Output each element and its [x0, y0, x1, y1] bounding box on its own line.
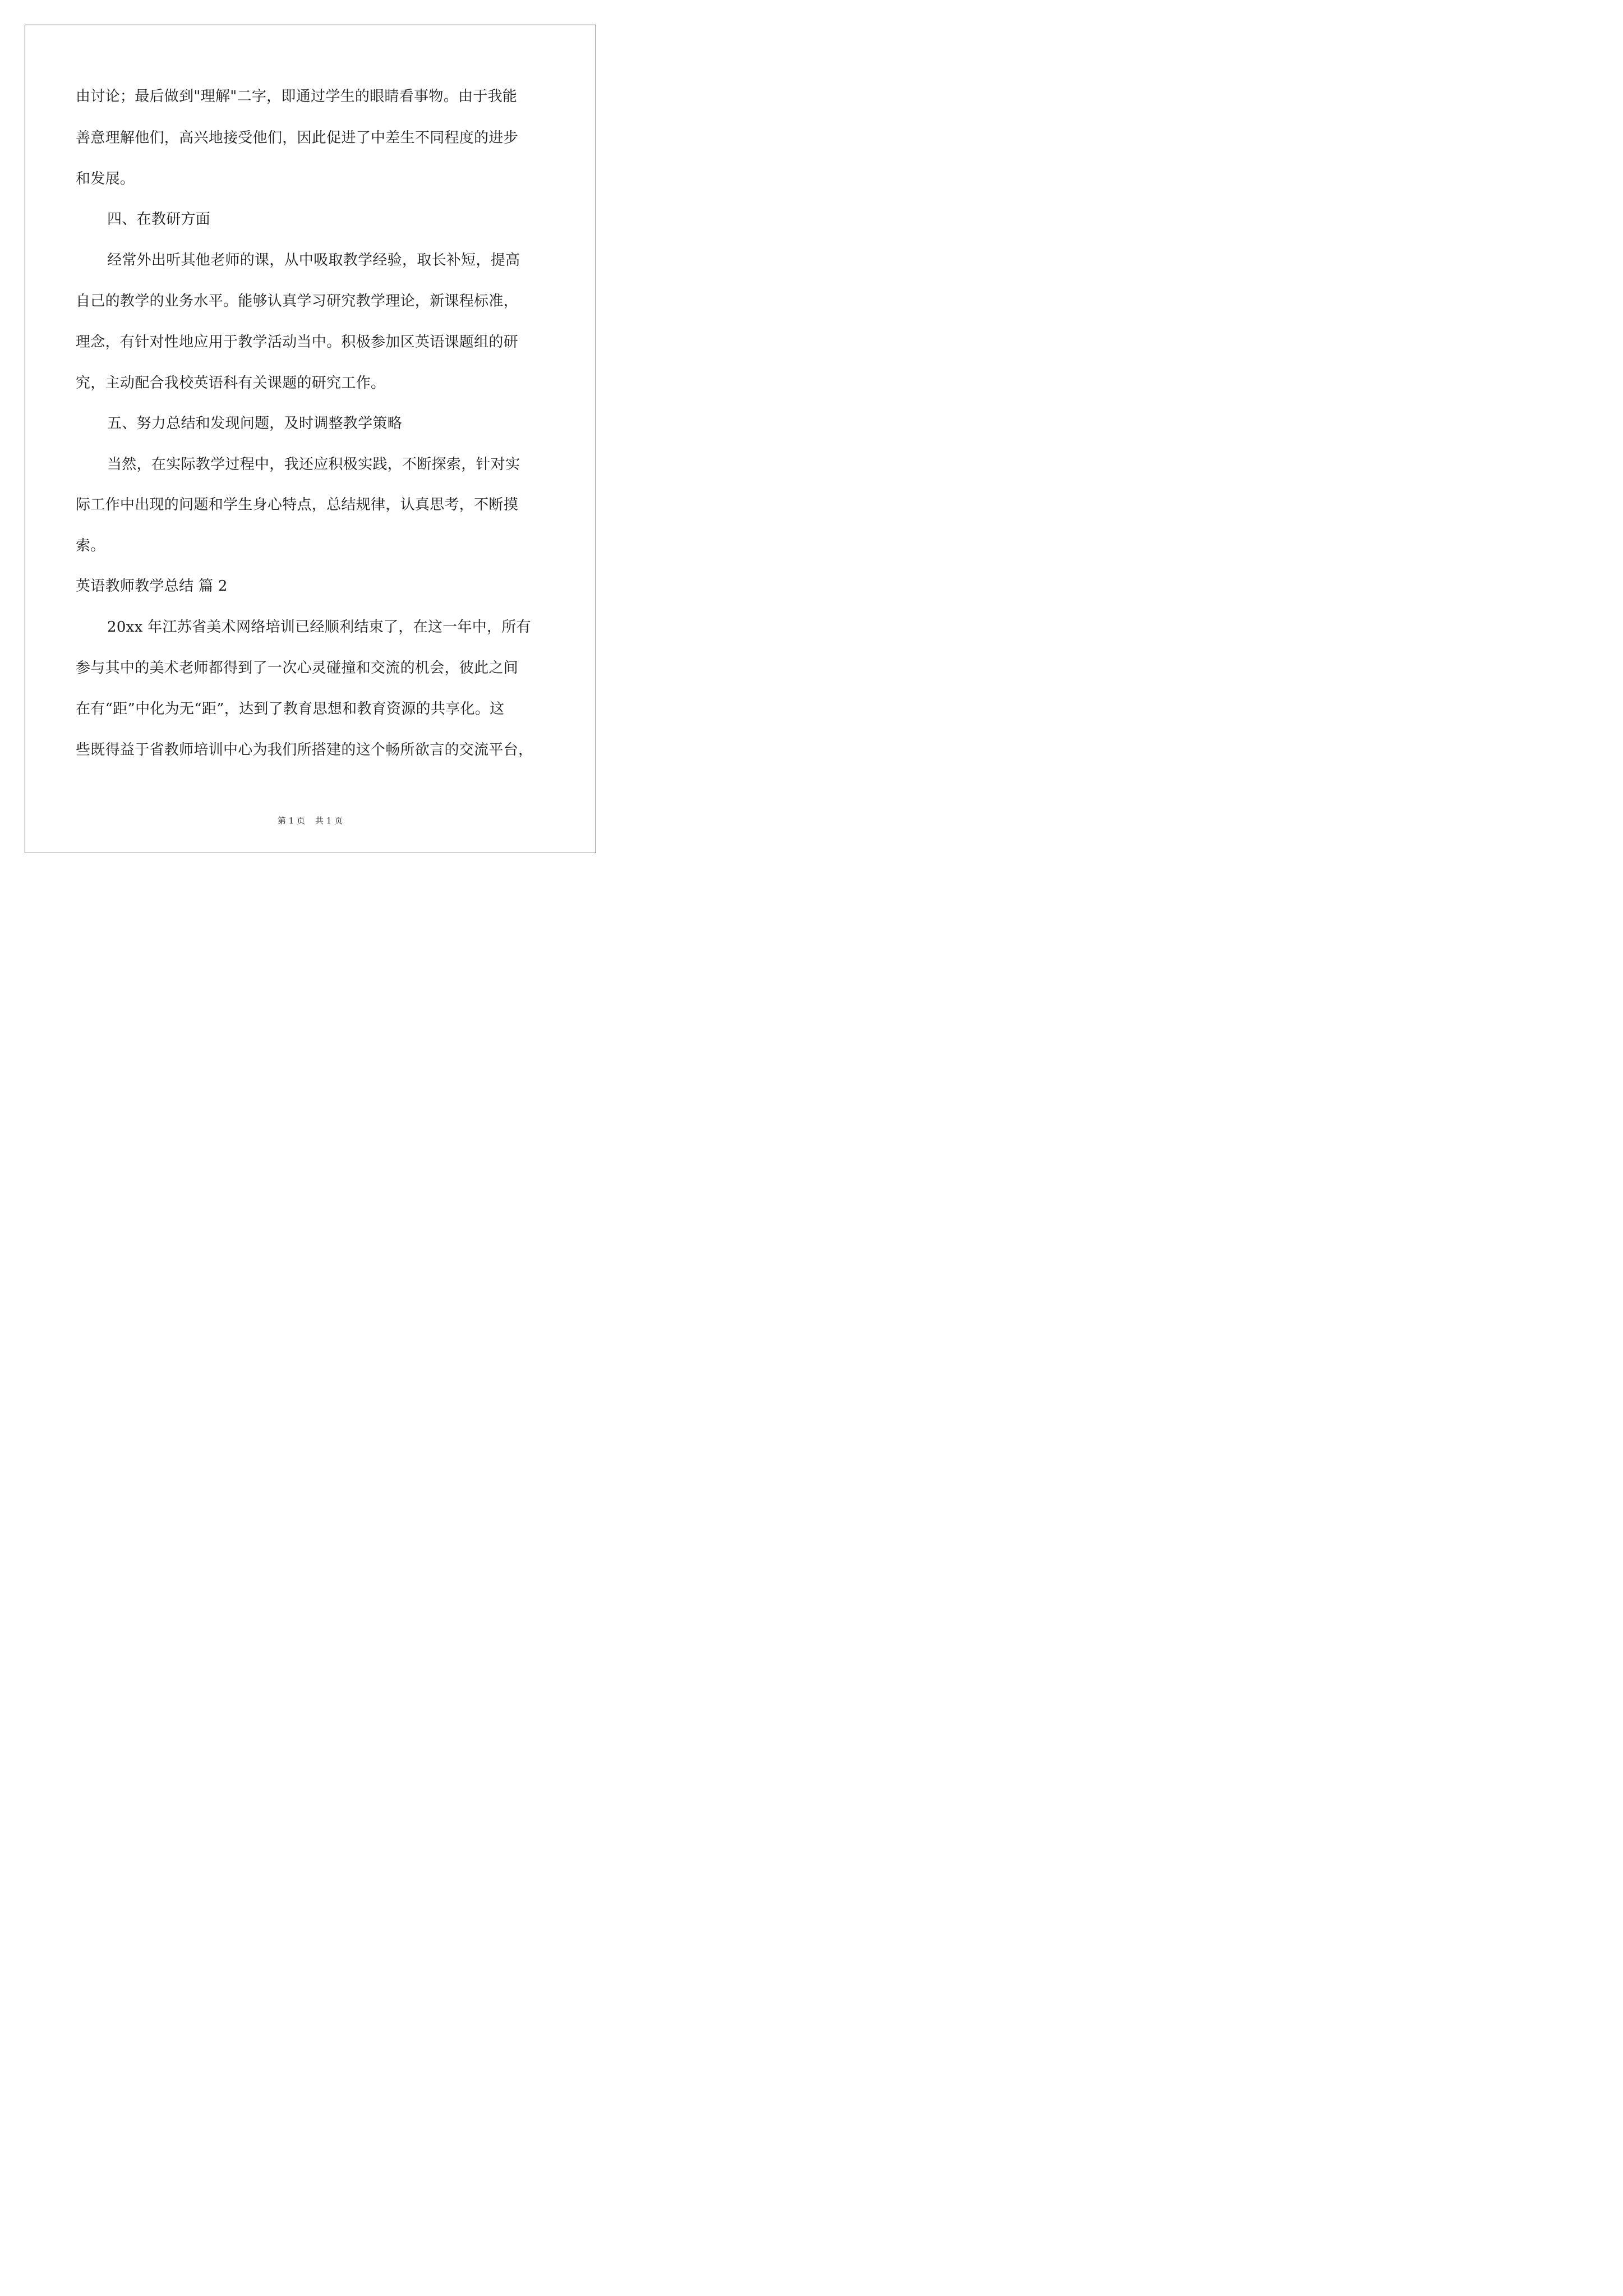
text-line: 索。 [76, 537, 105, 554]
text-line: 际工作中出现的问题和学生身心特点，总结规律，认真思考，不断摸 [76, 496, 519, 513]
page-total: 共 1 页 [315, 816, 343, 826]
article-title: 英语教师教学总结 篇 2 [76, 578, 228, 595]
page-border [25, 25, 596, 853]
text-line: 善意理解他们，高兴地接受他们，因此促进了中差生不同程度的进步 [76, 130, 519, 146]
section-heading: 四、在教研方面 [107, 211, 211, 228]
page-footer [0, 815, 620, 826]
text-line: 究，主动配合我校英语科有关课题的研究工作。 [76, 375, 386, 392]
text-line: 理念，有针对性地应用于教学活动当中。积极参加区英语课题组的研 [76, 334, 519, 351]
text-line: 些既得益于省教师培训中心为我们所搭建的这个畅所欲言的交流平台， [76, 742, 533, 758]
page-number: 第 1 页 [277, 816, 305, 826]
text-line: 由讨论；最后做到"理解"二字，即通过学生的眼睛看事物。由于我能 [76, 88, 518, 105]
text-line: 当然，在实际教学过程中，我还应积极实践，不断探索，针对实 [107, 456, 520, 473]
text-line: 在有“距”中化为无“距”，达到了教育思想和教育资源的共享化。这 [76, 701, 505, 717]
section-heading: 五、努力总结和发现问题，及时调整教学策略 [107, 415, 403, 432]
text-line: 自己的教学的业务水平。能够认真学习研究教学理论，新课程标准， [76, 293, 519, 310]
text-line: 参与其中的美术老师都得到了一次心灵碰撞和交流的机会，彼此之间 [76, 660, 519, 677]
text-line: 20xx 年江苏省美术网络培训已经顺利结束了，在这一年中，所有 [107, 619, 531, 636]
text-line: 经常外出听其他老师的课，从中吸取教学经验，取长补短，提高 [107, 252, 520, 269]
text-line: 和发展。 [76, 171, 135, 187]
